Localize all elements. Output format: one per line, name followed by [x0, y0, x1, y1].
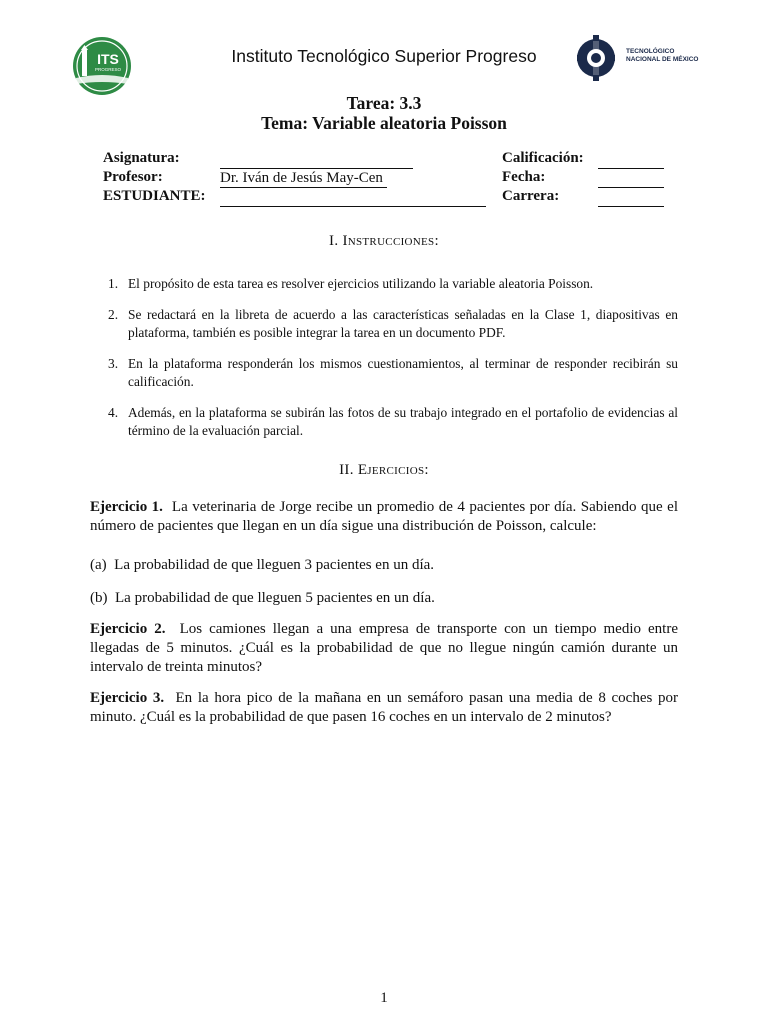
assignment-title: [0, 93, 768, 133]
document-header: [0, 30, 768, 100]
calificacion-field[interactable]: [598, 151, 664, 169]
instruction-number: 2.: [108, 307, 119, 322]
page-number: 1: [380, 990, 388, 1006]
exercise-2-label: Ejercicio 2.: [90, 621, 166, 637]
instruction-number: 3.: [108, 356, 119, 371]
profesor-label: Profesor:: [103, 169, 163, 185]
exercise-3-text: En la hora pico de la mañana en un semáforo pasan una media de 8 coches por minuto. ¿Cuál es la probabilidad de que pasen 16 coches en un intervalo de 2 minutos?: [90, 690, 678, 725]
instruction-text: En la plataforma responderán los mismos cuestionamientos, al terminar de responder recibirán su calificación.: [128, 356, 678, 389]
tecnm-line1: TECNOLÓGICO: [626, 48, 675, 55]
its-logo-sub: PROGRESO: [94, 67, 122, 72]
its-logo-text: ITS: [97, 51, 119, 67]
assignment-topic: Tema: Variable aleatoria Poisson: [261, 113, 507, 133]
estudiante-field[interactable]: [220, 189, 486, 207]
section-instrucciones-title: [0, 233, 768, 250]
section1-heading: Instrucciones:: [342, 233, 439, 249]
instruction-item: [108, 275, 678, 293]
exercise-1a-text: La probabilidad de que lleguen 3 pacientes en un día.: [114, 557, 435, 573]
profesor-field: Dr. Iván de Jesús May-Cen: [220, 170, 387, 188]
instruction-item: [108, 404, 678, 440]
carrera-label: Carrera:: [502, 188, 560, 204]
exercise-1-label: Ejercicio 1.: [90, 499, 163, 515]
instructions-list: [108, 275, 678, 453]
exercise-2-text: Los camiones llegan a una empresa de transporte con un tiempo medio entre llegadas de 5 minutos. ¿Cuál es la probabilidad de que no llegue ningún camión durante un intervalo de treinta minutos?: [90, 621, 678, 675]
instruction-item: [108, 306, 678, 342]
exercise-1b-text: La probabilidad de que lleguen 5 pacientes en un día.: [115, 590, 435, 606]
exercise-1b-label: (b): [90, 590, 108, 606]
section2-numeral: II.: [339, 462, 354, 478]
instruction-text: El propósito de esta tarea es resolver ejercicios utilizando la variable aleatoria Poisson.: [128, 276, 594, 291]
institution-name: Instituto Tecnológico Superior Progreso: [231, 46, 537, 66]
asignatura-label: Asignatura:: [103, 150, 180, 166]
exercise-1-text: La veterinaria de Jorge recibe un promedio de 4 pacientes por día. Sabiendo que el número de pacientes que llegan en un día sigue una distribución de Poisson, calcule:: [90, 499, 678, 534]
instruction-number: 4.: [108, 405, 119, 420]
instruction-number: 1.: [108, 276, 119, 291]
exercise-1a-label: (a): [90, 557, 107, 573]
tecnm-line2: NACIONAL DE MÉXICO: [626, 56, 699, 63]
fecha-label: Fecha:: [502, 169, 546, 185]
exercise-1b: [90, 589, 678, 608]
asignatura-field[interactable]: [220, 151, 413, 169]
estudiante-label: ESTUDIANTE:: [103, 188, 206, 204]
tecnm-wordmark: [626, 48, 698, 64]
instruction-item: [108, 355, 678, 391]
exercise-1: [90, 498, 678, 536]
calificacion-label: Calificación:: [502, 150, 584, 166]
exercise-3: [90, 689, 678, 727]
student-info-block: [103, 150, 673, 210]
exercise-3-label: Ejercicio 3.: [90, 690, 165, 706]
carrera-field[interactable]: [598, 189, 664, 207]
instruction-text: Se redactará en la libreta de acuerdo a las características señaladas en la Clase 1, diapositivas en plataforma, también es posible integrar la tarea en un documento PDF.: [128, 307, 678, 340]
fecha-field[interactable]: [598, 170, 664, 188]
section-ejercicios-title: [0, 462, 768, 479]
instruction-text: Además, en la plataforma se subirán las fotos de su trabajo integrado en el portafolio de evidencias al término de la evaluación parcial.: [128, 405, 678, 438]
assignment-number: Tarea: 3.3: [346, 93, 422, 113]
section1-numeral: I.: [329, 233, 339, 249]
section2-heading: Ejercicios:: [357, 462, 429, 478]
exercise-2: [90, 620, 678, 677]
exercise-1a: [90, 556, 678, 575]
